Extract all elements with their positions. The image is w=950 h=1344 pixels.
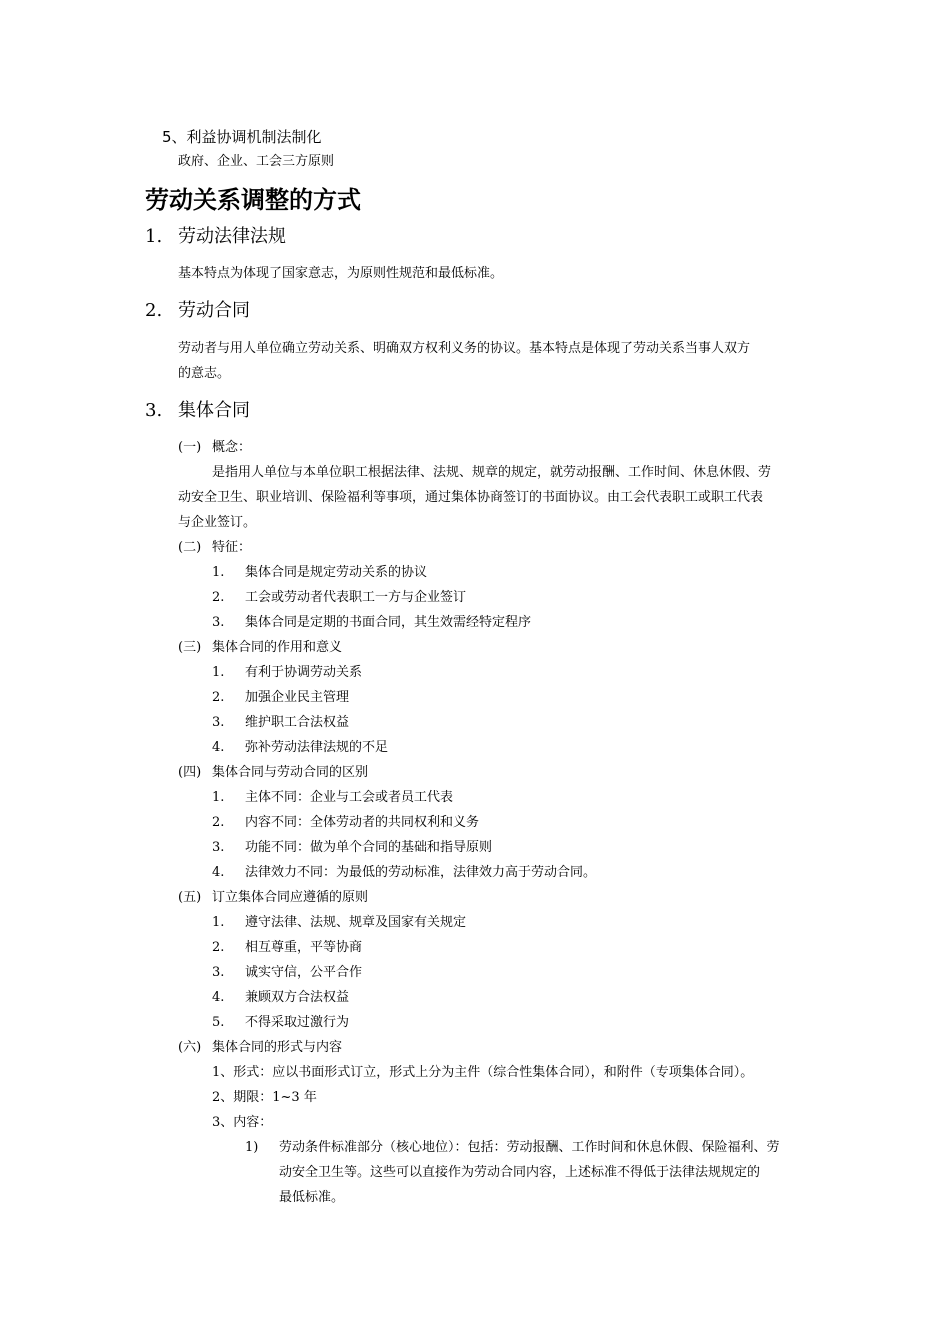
intro-item-5: 5、利益协调机制法制化: [162, 128, 322, 146]
principles-number: (五): [178, 890, 202, 905]
differences-item-4-number: 4.: [212, 865, 225, 880]
roles-item-1-number: 1.: [212, 665, 225, 680]
page-title: 劳动关系调整的方式: [145, 186, 361, 214]
section-2-body-line-1: 劳动者与用人单位确立劳动关系、明确双方权利义务的协议。基本特点是体现了劳动关系当事人双方: [178, 341, 751, 356]
principles-label: 订立集体合同应遵循的原则: [212, 890, 369, 905]
roles-item-1: 有利于协调劳动关系: [245, 665, 363, 680]
principles-item-3: 诚实守信，公平合作: [245, 965, 363, 980]
differences-item-2: 内容不同：全体劳动者的共同权利和义务: [245, 815, 480, 830]
differences-item-3: 功能不同：做为单个合同的基础和指导原则: [245, 840, 493, 855]
features-item-2-number: 2.: [212, 590, 225, 605]
differences-item-1: 主体不同：企业与工会或者员工代表: [245, 790, 454, 805]
content-sub-line-1: 劳动条件标准部分（核心地位）：包括：劳动报酬、工作时间和休息休假、保险福利、劳: [279, 1140, 780, 1155]
features-item-3: 集体合同是定期的书面合同，其生效需经特定程序: [245, 615, 532, 630]
roles-item-3: 维护职工合法权益: [245, 715, 350, 730]
content-sub-line-3: 最低标准。: [279, 1190, 345, 1205]
term-line: 2、期限：1~3 年: [212, 1090, 317, 1105]
principles-item-1-number: 1.: [212, 915, 225, 930]
principles-item-5: 不得采取过激行为: [245, 1015, 350, 1030]
concept-line-1: 是指用人单位与本单位职工根据法律、法规、规章的规定，就劳动报酬、工作时间、休息休假、劳: [212, 465, 772, 480]
principles-item-4: 兼顾双方合法权益: [245, 990, 350, 1005]
roles-item-3-number: 3.: [212, 715, 225, 730]
differences-number: (四): [178, 765, 202, 780]
section-3-number: 3.: [145, 400, 163, 421]
features-item-1: 集体合同是规定劳动关系的协议: [245, 565, 428, 580]
features-number: (二): [178, 540, 202, 555]
differences-item-1-number: 1.: [212, 790, 225, 805]
roles-item-2: 加强企业民主管理: [245, 690, 350, 705]
differences-item-3-number: 3.: [212, 840, 225, 855]
features-item-1-number: 1.: [212, 565, 225, 580]
features-item-3-number: 3.: [212, 615, 225, 630]
features-item-2: 工会或劳动者代表职工一方与企业签订: [245, 590, 467, 605]
differences-label: 集体合同与劳动合同的区别: [212, 765, 369, 780]
concept-number: (一): [178, 440, 202, 455]
roles-label: 集体合同的作用和意义: [212, 640, 343, 655]
roles-item-4: 弥补劳动法律法规的不足: [245, 740, 389, 755]
form-line: 1、形式：应以书面形式订立，形式上分为主件（综合性集体合同），和附件（专项集体合同）。: [212, 1065, 754, 1080]
principles-item-3-number: 3.: [212, 965, 225, 980]
concept-line-3: 与企业签订。: [178, 515, 257, 530]
form-label: 集体合同的形式与内容: [212, 1040, 343, 1055]
roles-item-2-number: 2.: [212, 690, 225, 705]
content-sub-number: 1): [245, 1140, 259, 1155]
concept-label: 概念：: [212, 440, 252, 455]
section-2-number: 2.: [145, 300, 163, 321]
principles-item-2: 相互尊重，平等协商: [245, 940, 363, 955]
roles-item-4-number: 4.: [212, 740, 225, 755]
principles-item-2-number: 2.: [212, 940, 225, 955]
content-sub-line-2: 动安全卫生等。这些可以直接作为劳动合同内容，上述标准不得低于法律法规规定的: [279, 1165, 761, 1180]
section-1-number: 1.: [145, 226, 163, 247]
section-1-body: 基本特点为体现了国家意志，为原则性规范和最低标准。: [178, 266, 504, 281]
section-2-body-line-2: 的意志。: [178, 366, 231, 381]
principles-item-5-number: 5.: [212, 1015, 225, 1030]
differences-item-2-number: 2.: [212, 815, 225, 830]
differences-item-4: 法律效力不同：为最低的劳动标准，法律效力高于劳动合同。: [245, 865, 597, 880]
features-label: 特征：: [212, 540, 252, 555]
roles-number: (三): [178, 640, 202, 655]
intro-item-5-note: 政府、企业、工会三方原则: [178, 154, 335, 169]
section-2-heading: 劳动合同: [178, 300, 250, 321]
principles-item-1: 遵守法律、法规、规章及国家有关规定: [245, 915, 467, 930]
section-1-heading: 劳动法律法规: [178, 226, 286, 247]
form-number: (六): [178, 1040, 202, 1055]
concept-line-2: 动安全卫生、职业培训、保险福利等事项，通过集体协商签订的书面协议。由工会代表职工或职工代表: [178, 490, 764, 505]
section-3-heading: 集体合同: [178, 400, 250, 421]
principles-item-4-number: 4.: [212, 990, 225, 1005]
content-line: 3、内容：: [212, 1115, 273, 1130]
